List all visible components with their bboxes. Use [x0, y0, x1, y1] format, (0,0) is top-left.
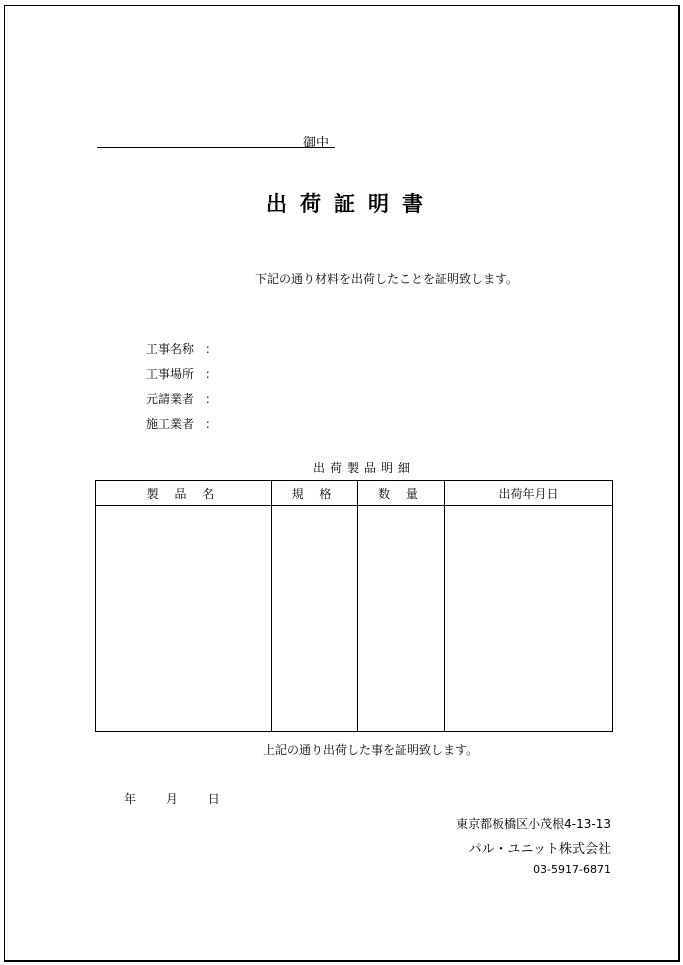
field-colon: ： [205, 417, 218, 431]
day-label: 日 [207, 792, 220, 806]
cell-quantity[interactable] [358, 506, 445, 732]
table-header-row [96, 481, 613, 506]
field-label: 施工業者 [146, 417, 195, 431]
issue-date [124, 790, 220, 807]
issuer-phone: 03-5917-6871 [533, 863, 611, 876]
field-colon: ： [205, 342, 218, 356]
issuer-address: 東京都板橋区小茂根4-13-13 [456, 817, 611, 831]
header-ship-date: 出荷年月日 [445, 481, 613, 506]
field-colon: ： [205, 392, 218, 406]
cell-spec[interactable] [272, 506, 358, 732]
cell-ship-date[interactable] [445, 506, 613, 732]
shipment-detail-table [95, 480, 613, 732]
issuer-company: パル・ユニット株式会社 [468, 842, 611, 857]
field-label: 元請業者 [146, 392, 195, 406]
recipient-name-line[interactable] [97, 147, 335, 148]
field-label: 工事場所 [146, 367, 195, 381]
document-title: 出荷証明書 [266, 192, 436, 216]
year-label: 年 [124, 792, 137, 806]
month-label: 月 [165, 792, 178, 806]
field-project-location [146, 365, 217, 382]
closing-text: 上記の通り出荷した事を証明致します。 [263, 743, 479, 757]
field-project-name [146, 340, 217, 357]
table-title: 出荷製品明細 [313, 461, 416, 475]
field-prime-contractor [146, 390, 217, 407]
cell-product-name[interactable] [96, 506, 272, 732]
field-colon: ： [205, 367, 218, 381]
header-quantity: 数 量 [358, 481, 445, 506]
field-label: 工事名称 [146, 342, 195, 356]
table-row [96, 506, 613, 732]
field-contractor [146, 415, 217, 432]
intro-text: 下記の通り材料を出荷したことを証明致します。 [255, 272, 519, 286]
recipient-suffix: 御中 [303, 136, 330, 151]
header-spec: 規 格 [272, 481, 358, 506]
header-product-name: 製 品 名 [96, 481, 272, 506]
